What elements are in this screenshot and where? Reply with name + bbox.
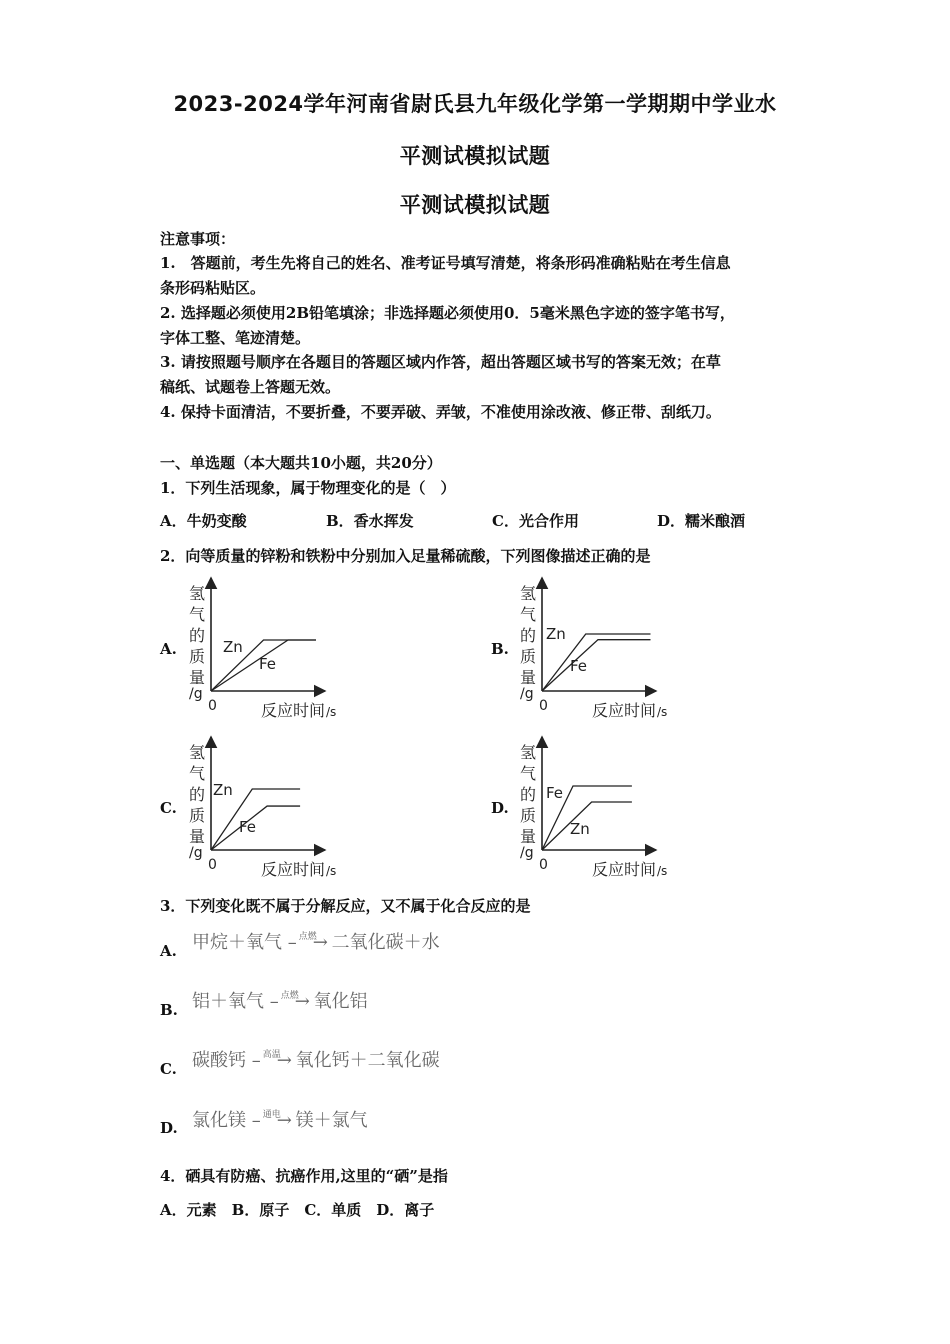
graph-c-series-zn [211,789,300,850]
graph-c-label-fe: Fe [239,818,257,836]
notice-line: 4. 保持卡面清洁，不要折叠，不要弄破、弄皱，不准使用涂改液、修正带、刮纸刀。 [160,403,721,421]
graph-b-ylabel-char: 质 [520,647,537,666]
notice-line: 2. 选择题必须使用2B铅笔填涂；非选择题必须使用0．5毫米黑色字迹的签字笔书写， [160,304,735,322]
graph-b-origin: 0 [539,698,548,714]
graph-b-series-zn [542,640,651,691]
graph-d-ylabel-char: 质 [520,806,537,825]
notice-heading: 注意事项： [160,230,236,248]
graph-a-ylabel-char: 的 [189,626,206,645]
graph-a-ylabel-char: 气 [189,605,206,624]
q2-option-c-label[interactable]: C. [160,799,177,817]
graph-d-label-zn: Zn [570,820,590,838]
q3-option-c-equation[interactable]: 碳酸钙 – $^{高温}$→ 氧化钙＋二氧化碳 [192,1050,440,1071]
graph-a-label-fe: Fe [259,655,277,673]
notice-line: 3. 请按照题号顺序在各题目的答题区域内作答，超出答题区域书写的答案无效；在草 [160,353,721,371]
graph-a-ylabel-char: 量 [189,668,206,687]
graph-b-xunit: /s [657,705,668,719]
graph-a-series-fe [211,640,316,691]
graph-d-ylabel-char: 的 [520,785,537,804]
page-title-line3: 平测试模拟试题 [399,193,551,217]
graph-c-ylabel-char: 量 [189,827,206,846]
notice-line: 条形码粘贴区。 [160,279,266,297]
page-title: 2023-2024学年河南省尉氏县九年级化学第一学期期中学业水 [173,92,777,116]
question-4-stem: 4．硒具有防癌、抗癌作用,这里的“硒”是指 [160,1167,448,1185]
notice-line: 稿纸、试题卷上答题无效。 [160,378,341,396]
q1-option-b[interactable]: B．香水挥发 [326,512,414,530]
q3-option-d-letter[interactable]: D. [160,1119,178,1137]
q1-option-d[interactable]: D．糯米酿酒 [657,512,746,530]
q4-options[interactable]: A．元素 B．原子 C．单质 D．离子 [160,1201,435,1219]
q3-option-b-equation[interactable]: 铝＋氧气 – $^{点燃}$→ 氧化铝 [192,991,368,1012]
graph-d-origin: 0 [539,857,548,873]
graph-c-label-zn: Zn [213,781,233,799]
question-3-stem: 3．下列变化既不属于分解反应，又不属于化合反应的是 [160,897,531,915]
q2-option-b-label[interactable]: B. [491,640,509,658]
graph-a-series-zn [211,640,316,691]
q3-option-d-equation[interactable]: 氯化镁 – $^{通电}$→ 镁＋氯气 [192,1110,368,1131]
graph-b-series-fe [542,634,651,691]
graph-b-ylabel-char: 气 [520,605,537,624]
graph-a-xunit: /s [326,705,337,719]
graph-c-ylabel-char: 的 [189,785,206,804]
graph-d-ylabel-char: 气 [520,764,537,783]
graph-c-ylabel-char: 气 [189,764,206,783]
notice-line: 字体工整、笔迹清楚。 [160,329,311,347]
graph-a-label-zn: Zn [223,638,243,656]
graph-b-ylabel-char: 量 [520,668,537,687]
graph-a-ylabel-char: 质 [189,647,206,666]
graph-b-ylabel-char: 的 [520,626,537,645]
graph-c-ylabel-char: 氢 [189,743,206,762]
graph-b-yunit: /g [520,686,534,702]
graph-b-label-zn: Zn [546,625,566,643]
graph-c-xunit: /s [326,864,337,878]
page-title-line2: 平测试模拟试题 [399,144,551,168]
graph-c-series-fe [211,806,300,850]
q1-option-a[interactable]: A．牛奶变酸 [160,512,247,530]
graph-c-ylabel-char: 质 [189,806,206,825]
q3-option-a-equation[interactable]: 甲烷＋氧气 – $^{点燃}$→ 二氧化碳＋水 [192,932,440,953]
graph-b-ylabel-char: 氢 [520,584,537,603]
graph-a-xlabel: 反应时间 [261,701,326,720]
graph-a-yunit: /g [189,686,203,702]
q1-option-c[interactable]: C．光合作用 [492,512,579,530]
q2-option-d-label[interactable]: D. [491,799,509,817]
q3-option-c-letter[interactable]: C. [160,1060,177,1078]
graph-a-origin: 0 [208,698,217,714]
graph-d-series-fe [542,786,632,850]
graph-a-ylabel-char: 氢 [189,584,206,603]
notice-line: 1. 答题前，考生先将自己的姓名、准考证号填写清楚，将条形码准确粘贴在考生信息 [160,254,731,272]
q3-option-a-letter[interactable]: A. [160,942,177,960]
graph-d-xlabel: 反应时间 [592,860,657,879]
graph-d-ylabel-char: 量 [520,827,537,846]
graph-d-label-fe: Fe [546,784,564,802]
graph-b-xlabel: 反应时间 [592,701,657,720]
q3-option-b-letter[interactable]: B. [160,1001,178,1019]
graph-b-label-fe: Fe [570,657,588,675]
graph-d-ylabel-char: 氢 [520,743,537,762]
section-heading: 一、单选题（本大题共10小题，共20分） [160,454,442,472]
graph-c-origin: 0 [208,857,217,873]
graph-d-series-zn [542,802,632,850]
graph-c-xlabel: 反应时间 [261,860,326,879]
graph-d-xunit: /s [657,864,668,878]
question-1-stem: 1．下列生活现象，属于物理变化的是（ ） [160,479,456,497]
graph-d-yunit: /g [520,845,534,861]
question-2-stem: 2．向等质量的锌粉和铁粉中分别加入足量稀硫酸，下列图像描述正确的是 [160,547,651,565]
q2-option-a-label[interactable]: A. [160,640,177,658]
graph-c-yunit: /g [189,845,203,861]
